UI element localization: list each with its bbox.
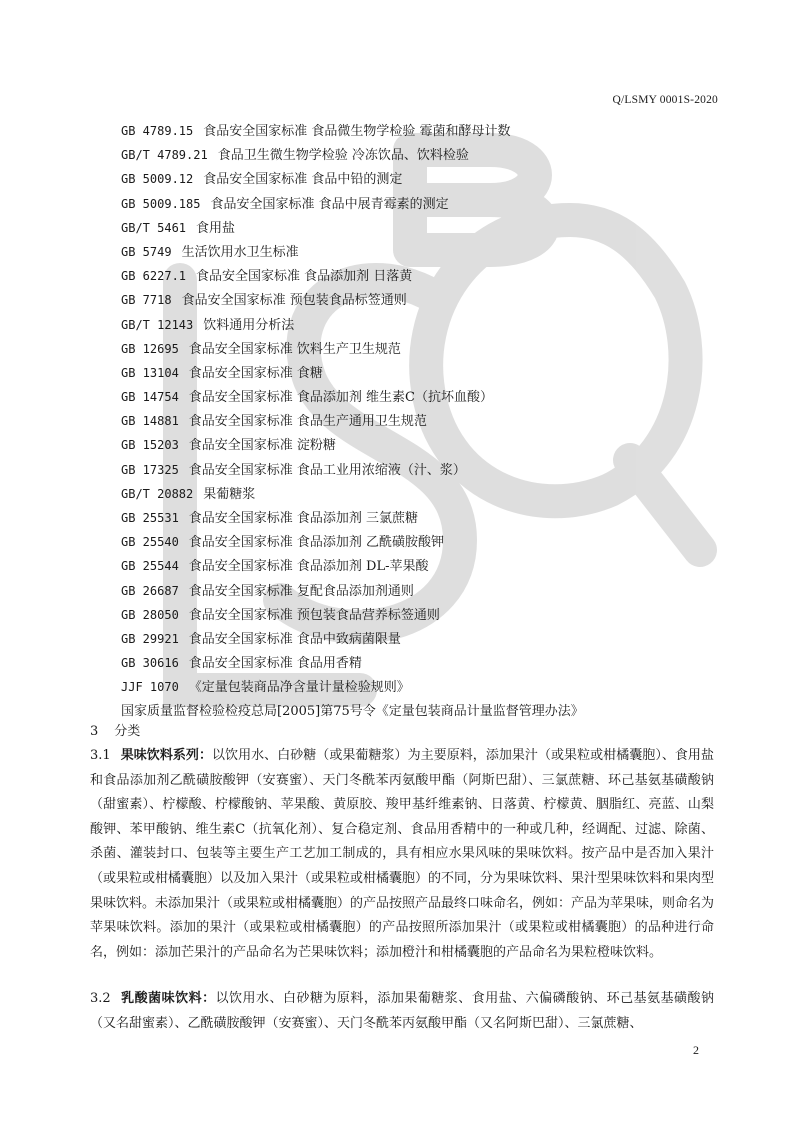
section-number: 3 xyxy=(90,724,99,739)
reference-title: 《定量包装商品净含量计量检验规则》 xyxy=(188,680,410,696)
reference-title: 食品安全国家标准 食品添加剂 维生素C（抗坏血酸） xyxy=(188,390,494,406)
reference-item xyxy=(121,240,584,264)
reference-item xyxy=(121,651,584,675)
reference-title: 食品安全国家标准 食品微生物学检验 霉菌和酵母计数 xyxy=(203,124,511,139)
reference-code: GB 14881 xyxy=(121,414,179,429)
clause-term: 乳酸菌味饮料： xyxy=(120,991,216,1006)
clause-3-2 xyxy=(90,987,714,1036)
reference-code: GB/T 5461 xyxy=(121,220,187,235)
reference-code: GB 5009.185 xyxy=(121,196,201,211)
reference-title: 食品安全国家标准 食品添加剂 乙酰磺胺酸钾 xyxy=(188,535,445,551)
clause-term: 果味饮料系列： xyxy=(120,748,212,763)
reference-title: 食品安全国家标准 食品中铅的测定 xyxy=(203,172,403,188)
reference-item xyxy=(121,361,584,385)
reference-item xyxy=(121,264,584,288)
reference-code: GB/T 4789.21 xyxy=(121,148,208,163)
reference-title: 食品安全国家标准 食品中致病菌限量 xyxy=(188,631,401,647)
reference-title: 生活饮用水卫生标准 xyxy=(181,244,299,260)
reference-title: 果葡糖浆 xyxy=(203,486,256,502)
reference-code: GB 26687 xyxy=(121,583,179,598)
reference-code: GB 5749 xyxy=(121,244,172,259)
clause-number: 3.2 xyxy=(90,991,111,1006)
reference-code: GB 7718 xyxy=(121,293,172,308)
reference-item xyxy=(121,337,584,361)
reference-item xyxy=(121,458,584,482)
reference-item xyxy=(121,675,584,699)
section-3-heading xyxy=(90,720,140,744)
reference-item xyxy=(121,554,584,578)
reference-title: 食品卫生微生物学检验 冷冻饮品、饮料检验 xyxy=(217,148,469,164)
reference-title: 食品安全国家标准 食品添加剂 DL-苹果酸 xyxy=(188,559,429,575)
reference-code: GB 28050 xyxy=(121,607,179,622)
reference-item xyxy=(121,409,584,433)
reference-title: 食品安全国家标准 食品中展青霉素的测定 xyxy=(210,196,449,212)
reference-code: GB 6227.1 xyxy=(121,269,187,284)
reference-title: 食品安全国家标准 食糖 xyxy=(188,365,323,381)
reference-title: 食品安全国家标准 食品用香精 xyxy=(188,656,362,672)
normative-references-list xyxy=(121,119,584,724)
reference-code: GB 25531 xyxy=(121,511,179,525)
reference-item xyxy=(121,530,584,554)
reference-code: GB 13104 xyxy=(121,365,179,380)
reference-code: GB 12695 xyxy=(121,341,179,356)
section-title: 分类 xyxy=(114,724,141,739)
reference-title: 食品安全国家标准 食品生产通用卫生规范 xyxy=(188,414,427,430)
reference-code: GB/T 20882 xyxy=(121,486,194,501)
reference-item xyxy=(121,216,584,240)
reference-code: JJF 1070 xyxy=(121,680,179,695)
reference-item xyxy=(121,579,584,603)
reference-code: GB 25540 xyxy=(121,535,179,550)
reference-title: 饮料通用分析法 xyxy=(203,317,295,333)
reference-item xyxy=(121,167,584,191)
reference-title: 食品安全国家标准 食品添加剂 日落黄 xyxy=(196,269,413,285)
document-code: Q/LSMY 0001S-2020 xyxy=(612,94,718,106)
reference-code: GB 15203 xyxy=(121,438,179,453)
reference-code: GB 30616 xyxy=(121,656,179,671)
reference-title: 食品安全国家标准 淀粉糖 xyxy=(188,438,336,454)
reference-item xyxy=(121,143,584,167)
reference-item xyxy=(121,627,584,651)
reference-title: 食品安全国家标准 复配食品添加剂通则 xyxy=(188,583,414,599)
reference-code: GB 29921 xyxy=(121,631,179,646)
reference-title: 食品安全国家标准 食品添加剂 三氯蔗糖 xyxy=(188,511,419,526)
reference-item xyxy=(121,482,584,506)
reference-code: GB/T 12143 xyxy=(121,317,194,332)
reference-item xyxy=(121,313,584,337)
reference-code: GB 17325 xyxy=(121,462,179,477)
reference-title: 食品安全国家标准 食品工业用浓缩液（汁、浆） xyxy=(188,462,466,478)
page-number: 2 xyxy=(693,1043,699,1057)
reference-item xyxy=(121,433,584,457)
clause-3-1 xyxy=(90,744,714,965)
reference-title: 食品安全国家标准 预包装食品标签通则 xyxy=(181,293,407,309)
reference-item xyxy=(121,603,584,627)
reference-item xyxy=(121,119,584,143)
reference-item xyxy=(121,385,584,409)
clause-number: 3.1 xyxy=(90,748,111,763)
reference-item xyxy=(121,288,584,312)
reference-code: GB 4789.15 xyxy=(121,124,194,138)
reference-code: GB 14754 xyxy=(121,390,179,405)
reference-title: 食品安全国家标准 饮料生产卫生规范 xyxy=(188,341,401,357)
reference-title: 食用盐 xyxy=(196,220,236,236)
clause-text: 以饮用水、白砂糖（或果葡糖浆）为主要原料，添加果汁（或果粒或柑橘囊胞）、食用盐和食品添加剂乙酰磺胺酸钾（安赛蜜）、天门冬酰苯丙氨酸甲酯（阿斯巴甜）、三氯蔗糖、环己基氨基磺酸钠（甜蜜素）、柠檬酸、柠檬酸钠、苹果酸、黄原胶、羧甲基纤维素钠、日落黄、柠檬黄、胭脂红、亮蓝、山梨酸钾、苯甲酸钠、维生素C（抗氧化剂）、复合稳定剂、食品用香精中的一种或几种，经调配、过滤、除菌、杀菌、灌装封口、包装等主要生产工艺加工制成的，具有相应水果风味的果味饮料。按产品中是否加入果汁（或果粒或柑橘囊胞）以及加入果汁（或果粒或柑橘囊胞）的不同，分为果味饮料、果汁型果味饮料和果肉型果味饮料。未添加果汁（或果粒或柑橘囊胞）的产品按照产品最终口味命名，例如：产品为苹果味，则命名为苹果味饮料。添加的果汁（或果粒或柑橘囊胞）的产品按照所添加果汁（或果粒或柑橘囊胞）的品种进行命名，例如：添加芒果汁的产品命名为芒果味饮料；添加橙汁和柑橘囊胞的产品命名为果粒橙味饮料。 xyxy=(90,748,715,960)
reference-code: GB 5009.12 xyxy=(121,172,194,187)
reference-item xyxy=(121,700,584,724)
reference-code: GB 25544 xyxy=(121,559,179,574)
reference-title: 国家质量监督检验检疫总局[2005]第75号令《定量包装商品计量监督管理办法》 xyxy=(121,703,584,719)
clause-text: 以饮用水、白砂糖为原料，添加果葡糖浆、食用盐、六偏磷酸钠、环己基氨基磺酸钠（又名甜蜜素）、乙酰磺胺酸钾（安赛蜜）、天门冬酰苯丙氨酸甲酯（又名阿斯巴甜）、三氯蔗糖、 xyxy=(90,991,714,1031)
reference-title: 食品安全国家标准 预包装食品营养标签通则 xyxy=(188,607,440,623)
reference-item xyxy=(121,506,584,530)
reference-item xyxy=(121,192,584,216)
